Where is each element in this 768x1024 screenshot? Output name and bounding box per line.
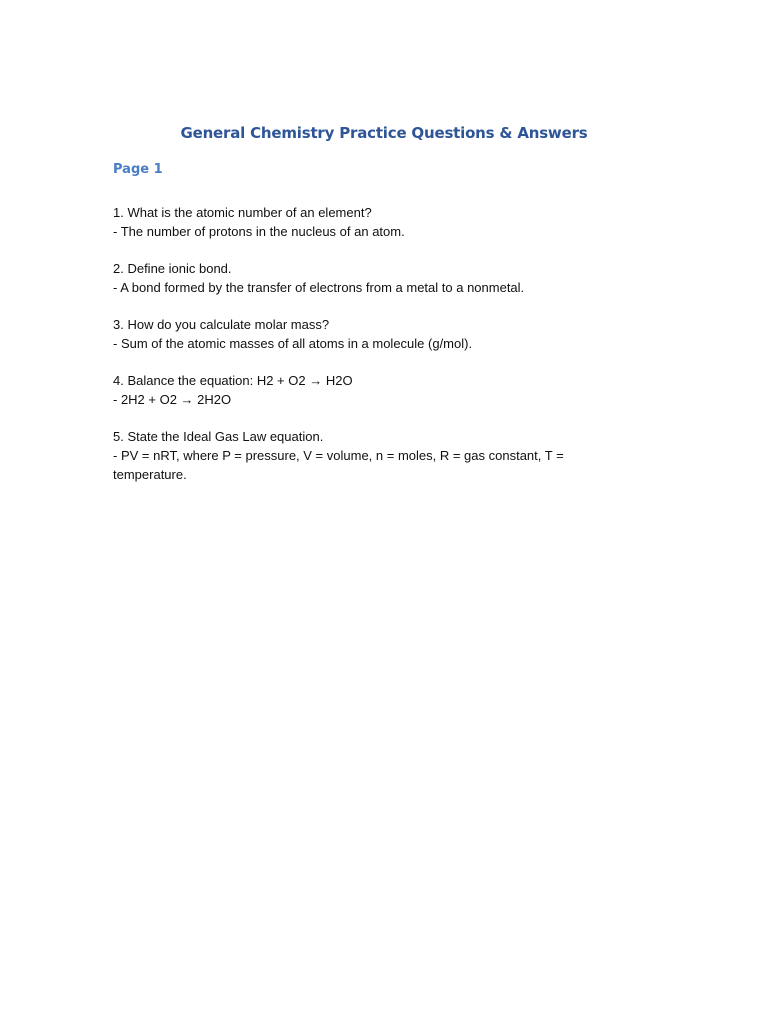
question-text: 5. State the Ideal Gas Law equation. bbox=[113, 429, 324, 444]
answer-text: - Sum of the atomic masses of all atoms in a molecule (g/mol). bbox=[113, 336, 473, 351]
question-text: 1. What is the atomic number of an element? bbox=[113, 205, 372, 220]
qa-item bbox=[113, 259, 613, 297]
question-text: 4. Balance the equation: H2 + O2 → H2O bbox=[113, 373, 353, 388]
answer-text: - PV = nRT, where P = pressure, V = volume, n = moles, R = gas constant, T = temperature. bbox=[113, 448, 564, 482]
answer-text: - The number of protons in the nucleus of an atom. bbox=[113, 224, 405, 239]
qa-item bbox=[113, 371, 613, 409]
page-heading: Page 1 bbox=[113, 162, 163, 177]
question-text: 2. Define ionic bond. bbox=[113, 261, 232, 276]
document-title: General Chemistry Practice Questions & Answers bbox=[180, 124, 588, 142]
qa-item bbox=[113, 315, 613, 353]
qa-item bbox=[113, 203, 613, 241]
question-text: 3. How do you calculate molar mass? bbox=[113, 317, 330, 332]
answer-text: - 2H2 + O2 → 2H2O bbox=[113, 392, 232, 407]
qa-item bbox=[113, 427, 613, 484]
answer-text: - A bond formed by the transfer of electrons from a metal to a nonmetal. bbox=[113, 280, 525, 295]
qa-list bbox=[113, 203, 613, 502]
